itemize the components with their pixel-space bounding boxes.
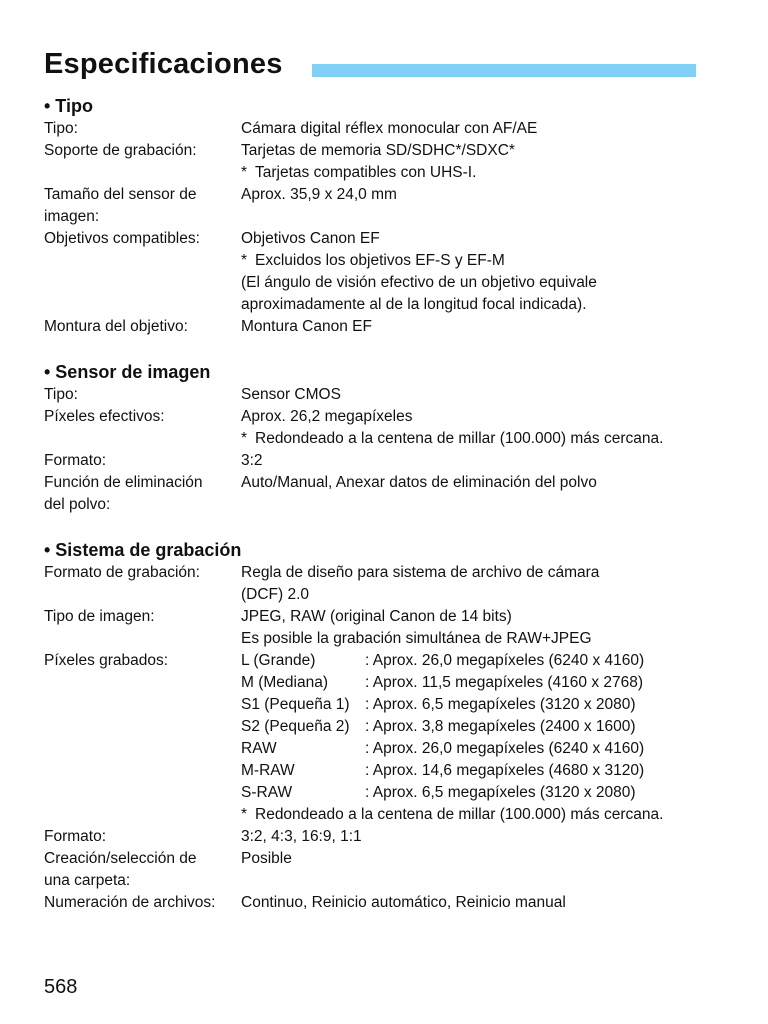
spec-label-line: Tamaño del sensor de	[44, 186, 197, 203]
spec-label	[44, 892, 241, 914]
spec-value-line: Tarjetas de memoria SD/SDHC*/SDXC*	[241, 142, 515, 159]
recorded-pixels-row	[241, 760, 724, 782]
spec-value-line: (DCF) 2.0	[241, 586, 310, 603]
spec-row	[44, 892, 724, 914]
spec-label-line: imagen:	[44, 208, 100, 225]
spec-value-line: Posible	[241, 850, 292, 867]
spec-label-line: Píxeles efectivos:	[44, 408, 165, 425]
pixel-size-spec: : Aprox. 26,0 megapíxeles (6240 x 4160)	[365, 652, 645, 669]
spec-row	[44, 184, 724, 228]
pixel-size-spec: : Aprox. 6,5 megapíxeles (3120 x 2080)	[365, 696, 636, 713]
footnote	[241, 428, 724, 450]
spec-value	[241, 228, 724, 316]
spec-label	[44, 450, 241, 472]
spec-section	[44, 538, 724, 914]
pixel-size-name: S2 (Pequeña 2)	[241, 718, 350, 735]
footnote-text: Tarjetas compatibles con UHS-I.	[255, 164, 477, 181]
spec-value-line: Aprox. 26,2 megapíxeles	[241, 408, 413, 425]
spec-value	[241, 140, 724, 184]
spec-row	[44, 118, 724, 140]
pixel-size-name: S1 (Pequeña 1)	[241, 696, 350, 713]
spec-label-line: Formato:	[44, 452, 107, 469]
recorded-pixels-row	[241, 738, 724, 760]
pixel-size-spec: : Aprox. 26,0 megapíxeles (6240 x 4160)	[365, 740, 645, 757]
spec-value-line: 3:2	[241, 452, 263, 469]
spec-label-line: Formato de grabación:	[44, 564, 200, 581]
page-title: Especificaciones	[44, 48, 283, 80]
spec-label	[44, 562, 241, 606]
footnote-text: Redondeado a la centena de millar (100.000) más cercana.	[255, 430, 664, 447]
spec-row	[44, 450, 724, 472]
footnote-asterisk: *	[241, 252, 248, 269]
spec-label	[44, 606, 241, 650]
footnote	[241, 162, 724, 184]
spec-value-line: Continuo, Reinicio automático, Reinicio manual	[241, 894, 566, 911]
spec-label-line: del polvo:	[44, 496, 111, 513]
section-heading: • Sensor de imagen	[44, 362, 211, 382]
footnote-asterisk: *	[241, 430, 248, 447]
pixel-size-spec: : Aprox. 3,8 megapíxeles (2400 x 1600)	[365, 718, 636, 735]
footnote-asterisk: *	[241, 164, 248, 181]
spec-label-line: Tipo:	[44, 386, 78, 403]
spec-section	[44, 360, 724, 516]
spec-label-line: Tipo de imagen:	[44, 608, 155, 625]
pixel-size-spec: : Aprox. 11,5 megapíxeles (4160 x 2768)	[365, 674, 644, 691]
spec-value-line: Regla de diseño para sistema de archivo de cámara	[241, 564, 600, 581]
spec-row	[44, 316, 724, 338]
footnote-asterisk: *	[241, 806, 248, 823]
spec-label	[44, 848, 241, 892]
spec-label	[44, 472, 241, 516]
pixel-size-name: L (Grande)	[241, 652, 316, 669]
recorded-pixels-row	[241, 672, 724, 694]
spec-value	[241, 606, 724, 650]
footnote	[241, 804, 724, 826]
spec-row	[44, 650, 724, 826]
spec-value	[241, 848, 724, 892]
spec-value	[241, 892, 724, 914]
footnote-text: Excluidos los objetivos EF-S y EF-M	[255, 252, 505, 269]
spec-label	[44, 184, 241, 228]
spec-row	[44, 140, 724, 184]
spec-label	[44, 826, 241, 848]
spec-value	[241, 406, 724, 450]
spec-section	[44, 94, 724, 338]
spec-value	[241, 826, 724, 848]
spec-row	[44, 562, 724, 606]
recorded-pixels-row	[241, 694, 724, 716]
spec-row	[44, 406, 724, 450]
pixel-size-name: RAW	[241, 740, 277, 757]
spec-value-line: Montura Canon EF	[241, 318, 372, 335]
spec-value	[241, 184, 724, 228]
recorded-pixels-row	[241, 650, 724, 672]
spec-row	[44, 606, 724, 650]
pixel-size-spec: : Aprox. 14,6 megapíxeles (4680 x 3120)	[365, 762, 645, 779]
spec-value	[241, 384, 724, 406]
spec-value	[241, 118, 724, 140]
pixel-size-name: M-RAW	[241, 762, 295, 779]
spec-label	[44, 140, 241, 184]
spec-value	[241, 316, 724, 338]
spec-value-extra-line: aproximadamente al de la longitud focal indicada).	[241, 296, 587, 313]
section-heading: • Sistema de grabación	[44, 540, 242, 560]
spec-label	[44, 406, 241, 450]
page-number: 568	[44, 976, 78, 998]
title-accent-bar	[312, 64, 696, 77]
spec-value-line: Es posible la grabación simultánea de RAW+JPEG	[241, 630, 592, 647]
pixel-size-name: S-RAW	[241, 784, 293, 801]
spec-label-line: Función de eliminación	[44, 474, 203, 491]
spec-value-line: Sensor CMOS	[241, 386, 341, 403]
title-row	[44, 46, 696, 86]
spec-label-line: Montura del objetivo:	[44, 318, 188, 335]
spec-value	[241, 472, 724, 516]
spec-content	[44, 94, 724, 936]
spec-value-line: JPEG, RAW (original Canon de 14 bits)	[241, 608, 512, 625]
spec-value-extra-line: (El ángulo de visión efectivo de un objetivo equivale	[241, 274, 597, 291]
spec-value-line: 3:2, 4:3, 16:9, 1:1	[241, 828, 362, 845]
pixel-size-spec: : Aprox. 6,5 megapíxeles (3120 x 2080)	[365, 784, 636, 801]
footnote-text: Redondeado a la centena de millar (100.000) más cercana.	[255, 806, 664, 823]
spec-row	[44, 384, 724, 406]
spec-value	[241, 650, 724, 826]
spec-label-line: Soporte de grabación:	[44, 142, 197, 159]
spec-label	[44, 316, 241, 338]
pixel-size-name: M (Mediana)	[241, 674, 328, 691]
spec-label-line: Píxeles grabados:	[44, 652, 169, 669]
spec-label	[44, 228, 241, 316]
spec-value-line: Aprox. 35,9 x 24,0 mm	[241, 186, 397, 203]
spec-row	[44, 228, 724, 316]
spec-row	[44, 826, 724, 848]
spec-label-line: Formato:	[44, 828, 107, 845]
footnote	[241, 250, 724, 272]
spec-value-line: Objetivos Canon EF	[241, 230, 380, 247]
spec-value-line: Auto/Manual, Anexar datos de eliminación del polvo	[241, 474, 597, 491]
spec-label	[44, 384, 241, 406]
spec-label-line: Numeración de archivos:	[44, 894, 216, 911]
spec-label-line: una carpeta:	[44, 872, 131, 889]
spec-label-line: Creación/selección de	[44, 850, 197, 867]
spec-label	[44, 650, 241, 826]
spec-value	[241, 450, 724, 472]
recorded-pixels-row	[241, 782, 724, 804]
spec-value-line: Cámara digital réflex monocular con AF/AE	[241, 120, 538, 137]
section-heading: • Tipo	[44, 96, 93, 116]
spec-row	[44, 848, 724, 892]
spec-label-line: Objetivos compatibles:	[44, 230, 200, 247]
spec-label-line: Tipo:	[44, 120, 78, 137]
spec-row	[44, 472, 724, 516]
spec-label	[44, 118, 241, 140]
spec-value	[241, 562, 724, 606]
recorded-pixels-row	[241, 716, 724, 738]
